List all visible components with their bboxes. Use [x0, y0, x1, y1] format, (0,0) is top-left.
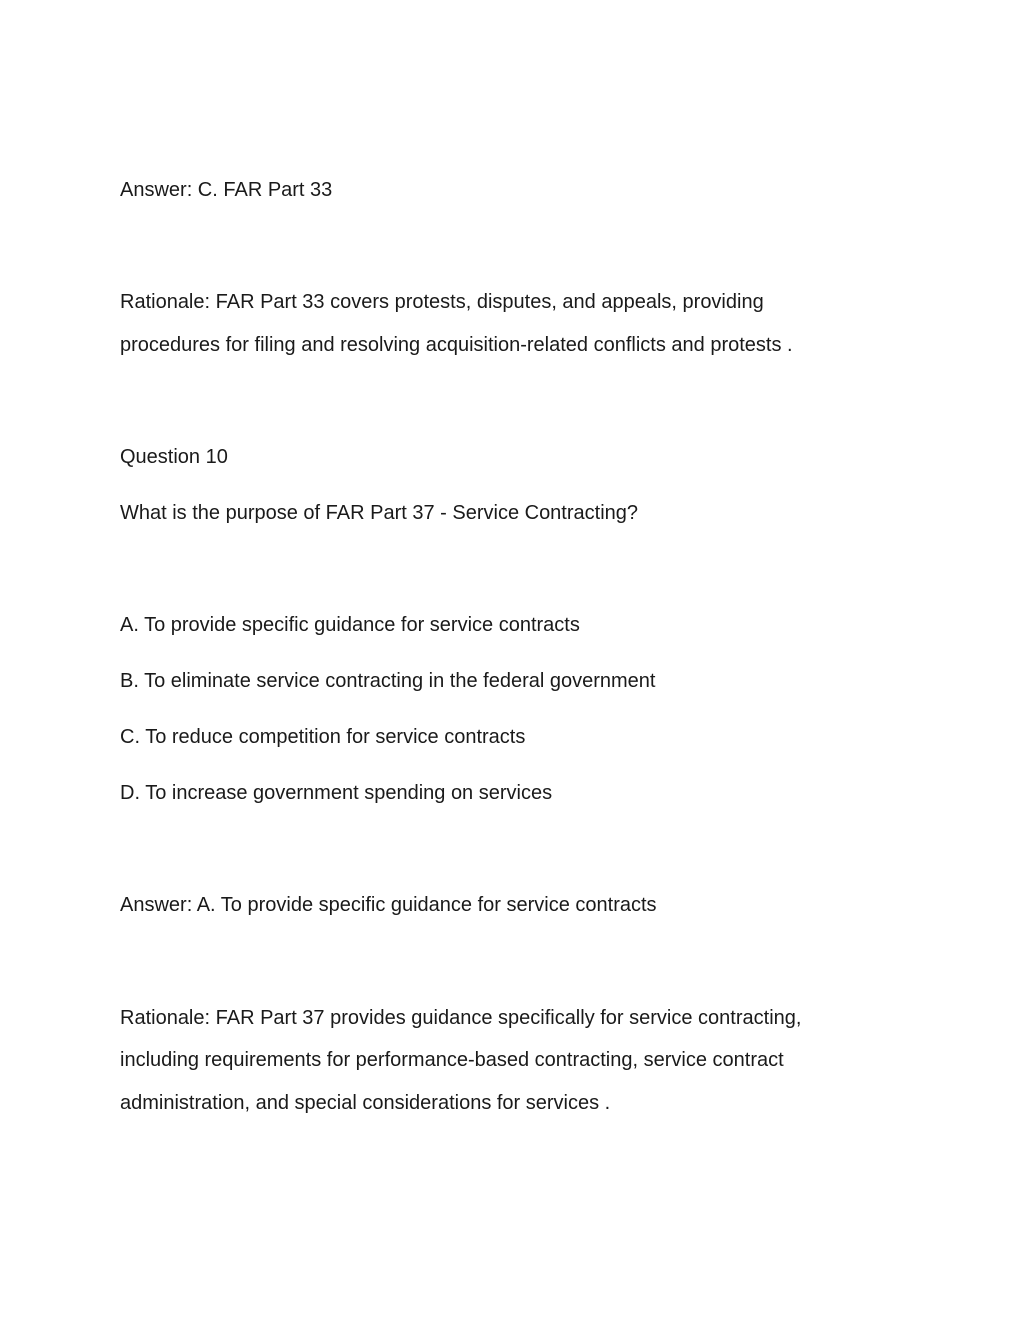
rationale-line-2: including requirements for performance-based contracting, service contract [120, 1049, 784, 1071]
answer: Answer: A. To provide specific guidance for service contracts [120, 894, 657, 916]
previous-answer: Answer: C. FAR Part 33 [120, 179, 333, 201]
question-text: What is the purpose of FAR Part 37 - Service Contracting? [120, 502, 639, 524]
option-c: C. To reduce competition for service contracts [120, 726, 526, 748]
question-title: Question 10 [120, 446, 228, 468]
rationale-line-1: Rationale: FAR Part 37 provides guidance specifically for service contracting, [120, 1007, 802, 1029]
option-a: A. To provide specific guidance for service contracts [120, 614, 580, 636]
previous-rationale-line-1: Rationale: FAR Part 33 covers protests, disputes, and appeals, providing [120, 291, 764, 313]
rationale-line-3: administration, and special considerations for services . [120, 1092, 611, 1114]
option-b: B. To eliminate service contracting in the federal government [120, 670, 656, 692]
option-d: D. To increase government spending on services [120, 782, 553, 804]
previous-rationale-line-2: procedures for filing and resolving acquisition-related conflicts and protests . [120, 334, 793, 356]
